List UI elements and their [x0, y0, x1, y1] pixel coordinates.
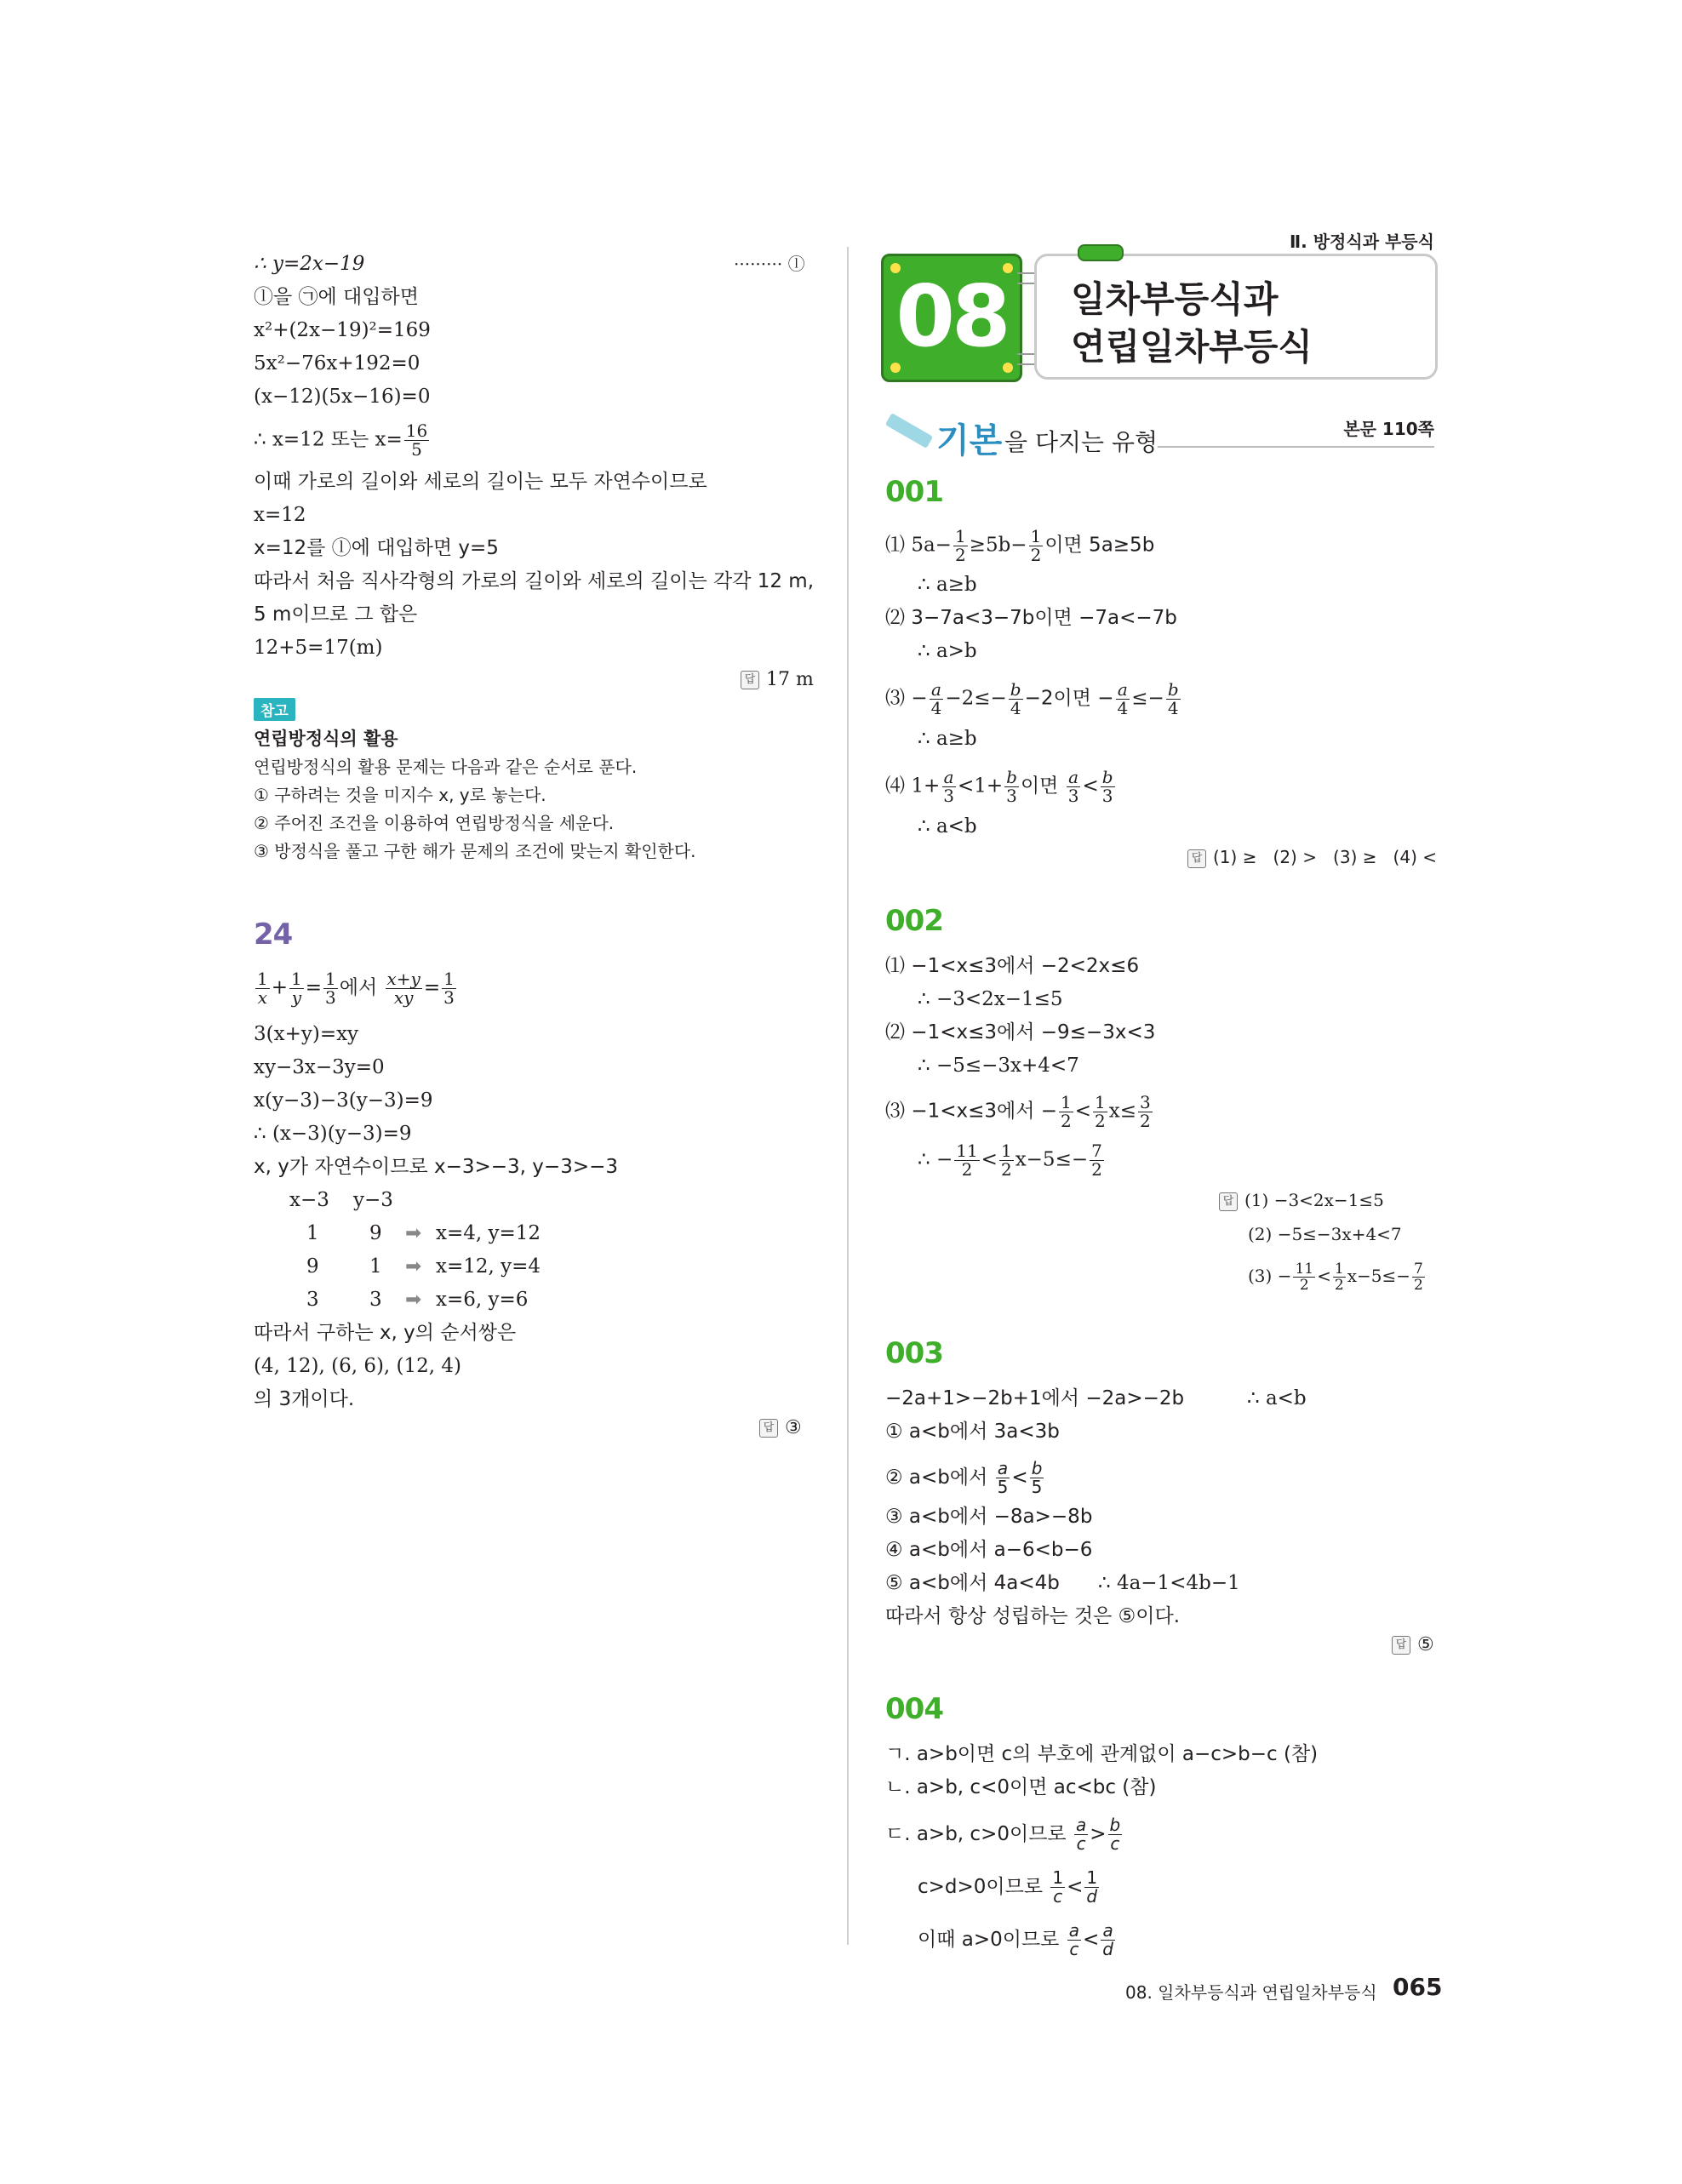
chapter-title-box [1034, 254, 1438, 380]
answer-icon: 답 [1392, 1636, 1410, 1655]
section-label: Ⅱ. 방정식과 부등식 [1290, 232, 1434, 252]
q004-line: ㄱ. a>b이면 c의 부호에 관계없이 a−c>b−c (참) [885, 1743, 1319, 1765]
arrow-icon: ➡ [405, 1289, 422, 1311]
q24-line: 3(x+y)=xy [254, 1023, 359, 1045]
left-line: ⓛ을 ㉠에 대입하면 [254, 286, 419, 308]
question-number: 001 [885, 475, 943, 509]
left-line: 12+5=17(m) [254, 637, 383, 659]
answer-icon: 답 [741, 671, 759, 689]
table-result: x=12, y=4 [436, 1255, 541, 1278]
q002-line: ∴ −5≤−3x+4<7 [918, 1055, 1079, 1077]
answer-icon: 답 [1187, 849, 1206, 868]
table-cell: 1 [369, 1255, 382, 1278]
q001-line: ∴ a>b [918, 640, 977, 662]
table-cell: 9 [369, 1222, 382, 1244]
answer: 답 ⑤ [1392, 1634, 1434, 1655]
banner [885, 415, 1434, 458]
q004-line: ㄷ. a>b, c>0이므로 $\frac{a}{c}$ > $\frac{b}{c}$ [885, 1815, 1121, 1854]
left-line: (x−12)(5x−16)=0 [254, 386, 431, 408]
q001-line: ⑶ − $\frac{a}{4}$ −2≤− $\frac{b}{4}$ −2이면 − $\frac{a}{4}$ ≤− $\frac{b}{4}$ [885, 679, 1179, 718]
note-title: 연립방정식의 활용 [254, 729, 398, 749]
arrow-icon: ➡ [405, 1255, 422, 1278]
left-line-mark: ········· ⓛ [734, 254, 805, 274]
table-cell: 3 [306, 1289, 319, 1311]
q003-line: ∴ a<b [1247, 1387, 1307, 1409]
q003-line: ① a<b에서 3a<3b [885, 1421, 1060, 1443]
table-header: x−3 [289, 1189, 329, 1211]
q001-line: ⑷ 1+ $\frac{a}{3}$ <1+ $\frac{b}{3}$ 이면 $\frac{a}{3}$ < $\frac{b}{3}$ [885, 767, 1113, 806]
q24-line: ∴ (x−3)(y−3)=9 [254, 1123, 412, 1145]
q001-line: ∴ a<b [918, 815, 977, 838]
q001-line: ⑵ 3−7a<3−7b이면 −7a<−7b [885, 607, 1177, 629]
q002-line: ⑶ −1<x≤3에서 − $\frac{1}{2}$ < $\frac{1}{2}$ x≤ $\frac{3}{2}$ [885, 1092, 1151, 1131]
answer: (2) −5≤−3x+4<7 [1248, 1224, 1402, 1244]
q24-line: x, y가 자연수이므로 x−3>−3, y−3>−3 [254, 1156, 618, 1178]
left-line: x=12를 ⓛ에 대입하면 y=5 [254, 537, 499, 559]
q004-line: c>d>0이므로 $\frac{1}{c}$ < $\frac{1}{d}$ [918, 1867, 1098, 1907]
table-result: x=4, y=12 [436, 1222, 541, 1244]
table-cell: 1 [306, 1222, 319, 1244]
banner-rest: 을 다지는 유형 [1004, 428, 1159, 456]
q24-line: 따라서 구하는 x, y의 순서쌍은 [254, 1322, 517, 1344]
q004-line: 이때 a>0이므로 $\frac{a}{c}$ < $\frac{a}{d}$ [918, 1920, 1113, 1959]
q002-line: ⑴ −1<x≤3에서 −2<2x≤6 [885, 955, 1140, 977]
pencil-icon [885, 413, 933, 449]
q24-line: (4, 12), (6, 6), (12, 4) [254, 1355, 462, 1377]
answer: (3) − $\frac{11}{2}$ < $\frac{1}{2}$ x−5≤− $\frac{7}{2}$ [1248, 1261, 1423, 1294]
left-line: 이때 가로의 길이와 세로의 길이는 모두 자연수이므로 [254, 471, 707, 493]
chapter-title-line1: 일차부등식과 [1071, 278, 1279, 320]
page-number: 065 [1393, 1973, 1443, 2001]
q001-line: ⑴ 5a− $\frac{1}{2}$ ≥5b− $\frac{1}{2}$ 이면 5a≥5b [885, 526, 1155, 565]
answer-icon: 답 [759, 1419, 778, 1438]
question-number: 004 [885, 1692, 943, 1726]
left-line: 5 m이므로 그 합은 [254, 603, 418, 626]
column-divider [847, 247, 849, 1945]
note-line: ② 주어진 조건을 이용하여 연립방정식을 세운다. [254, 813, 615, 833]
q002-line: ∴ −3<2x−1≤5 [918, 988, 1063, 1010]
chapter-number: 08 [895, 266, 1008, 366]
q24-line: x(y−3)−3(y−3)=9 [254, 1089, 433, 1112]
footer-title: 08. 일차부등식과 연립일차부등식 [1125, 1982, 1377, 2003]
chapter-connector [1017, 353, 1034, 365]
table-header: y−3 [353, 1189, 393, 1211]
page-ref: 본문 110쪽 [1343, 419, 1434, 439]
q003-line: 따라서 항상 성립하는 것은 ⑤이다. [885, 1605, 1181, 1627]
chapter-badge [881, 254, 1022, 382]
q24-line: xy−3x−3y=0 [254, 1056, 385, 1078]
note-tag: 참고 [254, 698, 295, 721]
q001-line: ∴ a≥b [918, 728, 977, 750]
table-cell: 9 [306, 1255, 319, 1278]
left-line: x=12 [254, 504, 306, 526]
q24-line: $\frac{1}{x}$ + $\frac{1}{y}$ = $\frac{1}{3}$ 에서 $\frac{x+y}{xy}$ = $\frac{1}{3}$ [257, 969, 455, 1008]
answer-icon: 답 [1219, 1192, 1238, 1211]
q003-line: ② a<b에서 $\frac{a}{5}$ < $\frac{b}{5}$ [885, 1458, 1043, 1497]
answer: 답 17 m [741, 669, 814, 690]
q003-line: −2a+1>−2b+1에서 −2a>−2b [885, 1387, 1185, 1409]
question-number: 002 [885, 904, 943, 938]
left-line: 5x²−76x+192=0 [254, 352, 420, 374]
banner-underline [1158, 446, 1434, 448]
left-line: x²+(2x−19)²=169 [254, 319, 431, 341]
q003-line: ④ a<b에서 a−6<b−6 [885, 1539, 1093, 1561]
question-number: 003 [885, 1336, 943, 1370]
left-line: ∴ x=12 또는 x= $\frac{16}{5}$ [254, 420, 428, 460]
q002-line: ⑵ −1<x≤3에서 −9≤−3x<3 [885, 1021, 1156, 1043]
q003-line: ∴ 4a−1<4b−1 [1098, 1572, 1240, 1594]
chapter-connector [1017, 272, 1034, 284]
banner-highlight: 기본 [936, 421, 1003, 460]
q002-line: ∴ − $\frac{11}{2}$ < $\frac{1}{2}$ x−5≤− $\frac{7}{2}$ [918, 1141, 1102, 1180]
table-result: x=6, y=6 [436, 1289, 529, 1311]
q003-line: ⑤ a<b에서 4a<4b [885, 1572, 1060, 1594]
q24-line: 의 3개이다. [254, 1388, 355, 1410]
answer: 답 (1) ≥ (2) > (3) ≥ (4) < [1187, 847, 1437, 868]
answer: 답 (1) −3<2x−1≤5 [1219, 1190, 1384, 1211]
chapter-title-line2: 연립일차부등식 [1071, 326, 1313, 368]
left-line: ∴ y=2x−19 [254, 253, 365, 275]
answer: 답 ③ [759, 1417, 802, 1438]
q001-line: ∴ a≥b [918, 574, 977, 596]
note-line: ③ 방정식을 풀고 구한 해가 문제의 조건에 맞는지 확인한다. [254, 841, 696, 861]
note-line: ① 구하려는 것을 미지수 x, y로 놓는다. [254, 785, 546, 805]
table-cell: 3 [369, 1289, 382, 1311]
title-clip-icon [1078, 244, 1124, 261]
question-number: 24 [254, 918, 293, 952]
arrow-icon: ➡ [405, 1222, 422, 1244]
q004-line: ㄴ. a>b, c<0이면 ac<bc (참) [885, 1776, 1157, 1798]
q003-line: ③ a<b에서 −8a>−8b [885, 1506, 1093, 1528]
note-line: 연립방정식의 활용 문제는 다음과 같은 순서로 푼다. [254, 757, 638, 777]
left-line: 따라서 처음 직사각형의 가로의 길이와 세로의 길이는 각각 12 m, [254, 570, 815, 592]
